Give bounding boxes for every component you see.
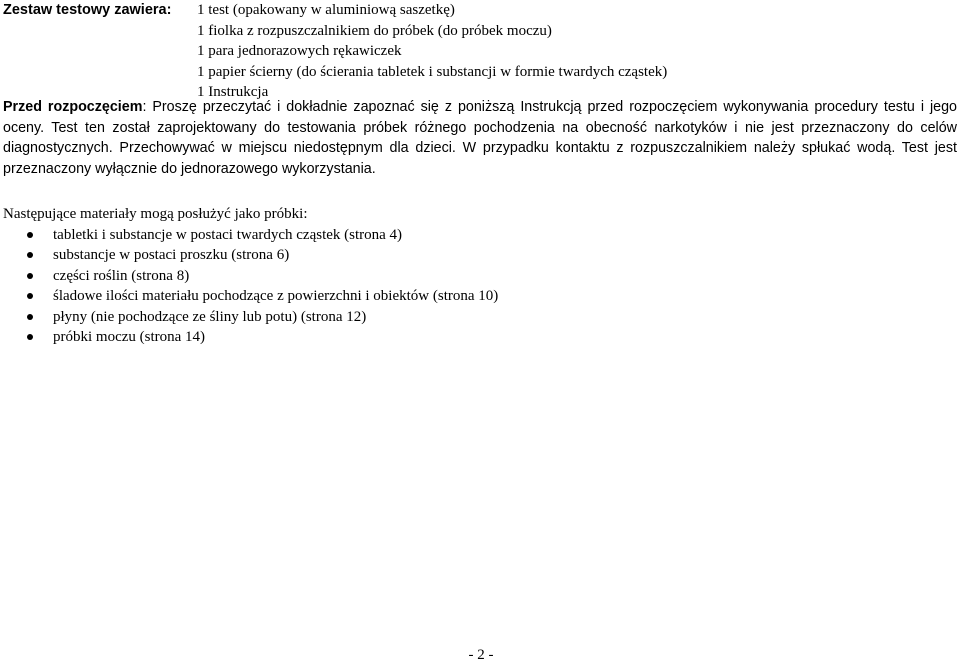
list-item-text: płyny (nie pochodzące ze śliny lub potu) (strona 12) xyxy=(53,308,367,325)
list-item xyxy=(3,286,903,307)
bullet-icon xyxy=(27,334,33,340)
kit-item: 1 papier ścierny (do ścierania tabletek i substancji w formie twardych cząstek) xyxy=(197,63,668,80)
list-item xyxy=(3,225,903,246)
list-item xyxy=(3,266,903,287)
sample-materials-section xyxy=(3,204,903,348)
kit-item: 1 test (opakowany w aluminiową saszetkę) xyxy=(197,2,455,18)
list-item-text: tabletki i substancje w postaci twardych cząstek (strona 4) xyxy=(53,226,403,243)
page-number xyxy=(0,645,960,665)
kit-item: 1 fiolka z rozpuszczalnikiem do próbek (do próbek moczu) xyxy=(197,22,552,39)
sample-materials-list xyxy=(3,225,903,348)
page-number-text: - 2 - xyxy=(468,647,494,663)
bullet-icon xyxy=(27,293,33,299)
sample-materials-lead: Następujące materiały mogą posłużyć jako próbki: xyxy=(3,206,308,222)
list-item-text: części roślin (strona 8) xyxy=(53,267,190,284)
kit-contents-label: Zestaw testowy zawiera: xyxy=(3,2,172,18)
intro-paragraph xyxy=(3,97,957,179)
list-item-text: próbki moczu (strona 14) xyxy=(53,329,206,345)
kit-item: 1 Instrukcja xyxy=(197,84,269,100)
intro-text: : Proszę przeczytać i dokładnie zapoznać się z poniższą Instrukcją przed rozpoczęciem wykonywania procedury testu i jego oceny. Test ten został zaprojektowany do testowania próbek różnego pochodzenia na obecność narkotyków i nie jest przeznaczony do celów diagnostycznych. Przechowywać w miejscu niedostępnym dla dzieci. W przypadku kontaktu z rozpuszczalnikiem należy spłukać wodą. Test jest przeznaczony wyłącznie do jednorazowego wykorzystania. xyxy=(3,99,957,177)
list-item-text: śladowe ilości materiału pochodzące z powierzchni i obiektów (strona 10) xyxy=(53,288,499,304)
list-item xyxy=(3,307,903,328)
list-item xyxy=(3,245,903,266)
kit-contents-list xyxy=(197,0,937,103)
intro-heading: Przed rozpoczęciem xyxy=(3,99,143,115)
list-item xyxy=(3,327,903,348)
bullet-icon xyxy=(27,314,33,320)
bullet-icon xyxy=(27,273,33,279)
bullet-icon xyxy=(27,232,33,238)
list-item-text: substancje w postaci proszku (strona 6) xyxy=(53,247,290,263)
kit-item: 1 para jednorazowych rękawiczek xyxy=(197,43,402,59)
bullet-icon xyxy=(27,252,33,258)
